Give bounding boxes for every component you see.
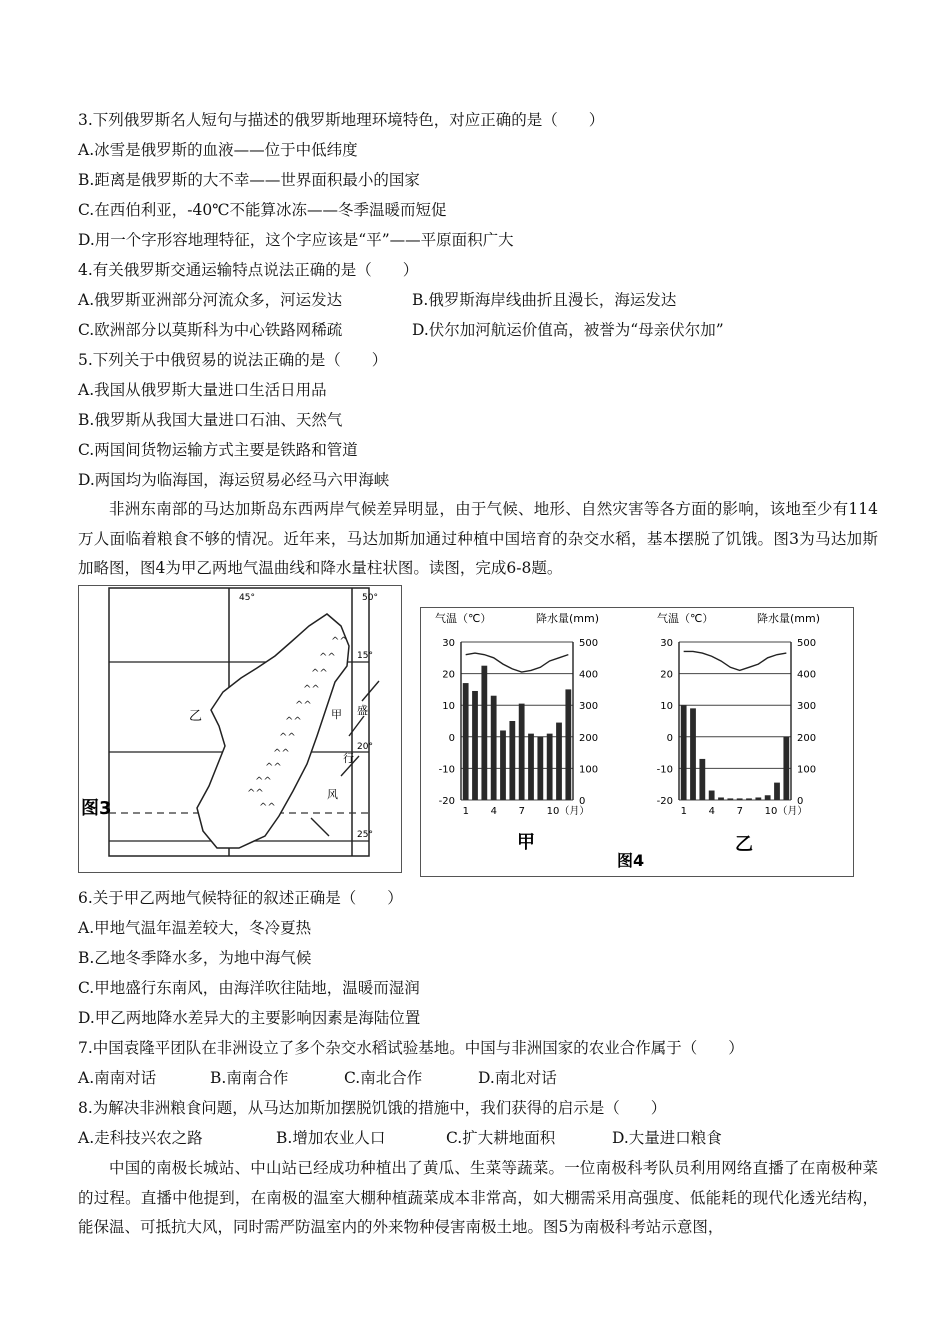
- temp-tick-label: -10: [656, 764, 673, 776]
- passage-madagascar: 非洲东南部的马达加斯岛东西两岸气候差异明显，由于气候、地形、自然灾害等各方面的影响，该地至少有114万人面临着粮食不够的情况。近年来，马达加斯加通过种植中国培育的杂交水稻，基本摆脱了饥饿。图3为马达加斯加略图，图4为甲乙两地气温曲线和降水量柱状图。读图，完成6-8题。: [78, 500, 878, 578]
- question-4-option-b: B.俄罗斯海岸线曲折且漫长，海运发达: [412, 291, 677, 309]
- question-3-stem: 3.下列俄罗斯名人短句与描述的俄罗斯地理环境特色，对应正确的是（ ）: [78, 111, 605, 129]
- question-5-stem: 5.下列关于中俄贸易的说法正确的是（ ）: [78, 351, 388, 369]
- figure-3-map: [78, 585, 402, 873]
- precip-tick-label: 300: [797, 701, 817, 713]
- svg-text:^^: ^^: [279, 732, 296, 743]
- precip-tick-label: 200: [797, 732, 817, 744]
- question-3-option-d: D.用一个字形容地理特征，这个字应该是“平”——平原面积广大: [78, 231, 514, 249]
- precip-bar: [746, 798, 752, 800]
- question-4-option-d: D.伏尔加河航运价值高，被誉为“母亲伏尔加”: [412, 321, 724, 339]
- x-tick-label: 7: [736, 806, 744, 817]
- x-tick-label: 4: [490, 806, 498, 817]
- chart-jia-title: 甲: [517, 832, 535, 853]
- temp-tick-label: 0: [666, 732, 673, 744]
- x-tick-label: 1: [462, 806, 470, 817]
- svg-text:^^: ^^: [255, 776, 272, 787]
- precip-bar: [500, 730, 506, 800]
- question-8-option-d: D.大量进口粮食: [612, 1129, 722, 1147]
- place-yi-label: 乙: [189, 709, 203, 724]
- temp-tick-label: -20: [656, 796, 673, 807]
- lon-50-label: 50°: [362, 593, 378, 603]
- temp-tick-label: -10: [438, 764, 455, 776]
- temp-tick-label: 0: [448, 732, 455, 744]
- precip-tick-label: 500: [579, 638, 599, 649]
- x-tick-label: 1: [680, 806, 688, 817]
- precip-tick-label: 200: [579, 732, 599, 744]
- x-tick-label: 4: [708, 806, 716, 817]
- chart-jia-temp-label: 气温（℃）: [435, 612, 492, 625]
- lat-25-label: 25°: [357, 830, 373, 840]
- question-7-option-a: A.南南对话: [78, 1069, 157, 1087]
- svg-text:^^: ^^: [247, 788, 264, 799]
- precip-bar: [681, 705, 687, 800]
- precip-bar: [774, 783, 780, 800]
- precip-bar: [481, 666, 487, 800]
- precip-bar: [547, 734, 553, 800]
- question-5-option-d: D.两国均为临海国，海运贸易必经马六甲海峡: [78, 471, 390, 489]
- lat-20-label: 20°: [357, 742, 373, 752]
- precip-tick-label: 100: [579, 764, 599, 776]
- svg-text:^^: ^^: [311, 668, 328, 679]
- question-3-option-b: B.距离是俄罗斯的大不幸——世界面积最小的国家: [78, 171, 420, 189]
- precip-tick-label: 500: [797, 638, 817, 649]
- question-7-option-c: C.南北合作: [344, 1069, 423, 1087]
- temp-tick-label: 20: [442, 669, 455, 681]
- precip-bar: [699, 759, 705, 800]
- chart-jia-precip-label: 降水量(mm): [536, 612, 600, 625]
- question-7-option-b: B.南南合作: [210, 1069, 289, 1087]
- place-jia-label: 甲: [331, 708, 342, 721]
- precip-bar: [765, 795, 771, 800]
- precip-bar: [737, 798, 743, 800]
- precip-bar: [463, 683, 469, 800]
- question-4-option-a: A.俄罗斯亚洲部分河流众多，河运发达: [78, 291, 343, 309]
- question-6-option-b: B.乙地冬季降水多，为地中海气候: [78, 949, 312, 967]
- precip-tick-label: 400: [579, 669, 599, 681]
- precip-tick-label: 0: [579, 796, 586, 807]
- question-8-option-b: B.增加农业人口: [276, 1129, 386, 1147]
- precip-bar: [491, 696, 497, 800]
- x-tick-label: 10（月）: [764, 806, 808, 817]
- svg-text:^^: ^^: [259, 802, 276, 813]
- precip-tick-label: 300: [579, 701, 599, 713]
- svg-text:^^: ^^: [273, 748, 290, 759]
- svg-text:^^: ^^: [319, 652, 336, 663]
- question-4-stem: 4.有关俄罗斯交通运输特点说法正确的是（ ）: [78, 261, 419, 279]
- wind-char-1: 盛: [357, 704, 368, 717]
- question-5-option-a: A.我国从俄罗斯大量进口生活日用品: [78, 381, 327, 399]
- chart-yi-title: 乙: [735, 834, 753, 855]
- question-7-option-d: D.南北对话: [478, 1069, 557, 1087]
- temp-tick-label: -20: [438, 796, 455, 807]
- temp-tick-label: 20: [660, 669, 673, 681]
- question-6-option-a: A.甲地气温年温差较大，冬冷夏热: [78, 919, 312, 937]
- question-4-option-c: C.欧洲部分以莫斯科为中心铁路网稀疏: [78, 321, 343, 339]
- precip-bar: [565, 689, 571, 800]
- precip-tick-label: 0: [797, 796, 804, 807]
- question-7-stem: 7.中国袁隆平团队在非洲设立了多个杂交水稻试验基地。中国与非洲国家的农业合作属于（ ）: [78, 1039, 744, 1057]
- svg-text:^^: ^^: [295, 700, 312, 711]
- precip-bar: [727, 798, 733, 800]
- question-8-stem: 8.为解决非洲粮食问题，从马达加斯加摆脱饥饿的措施中，我们获得的启示是（ ）: [78, 1099, 667, 1117]
- precip-bar: [472, 691, 478, 800]
- svg-text:^^: ^^: [331, 636, 348, 647]
- question-5-option-c: C.两国间货物运输方式主要是铁路和管道: [78, 441, 358, 459]
- precip-tick-label: 100: [797, 764, 817, 776]
- question-5-option-b: B.俄罗斯从我国大量进口石油、天然气: [78, 411, 343, 429]
- figure-4-caption: 图4: [617, 851, 645, 870]
- temp-tick-label: 10: [442, 701, 455, 713]
- precip-bar: [709, 791, 715, 800]
- x-tick-label: 7: [518, 806, 526, 817]
- chart-yi-precip-label: 降水量(mm): [757, 612, 821, 625]
- wind-char-3: 风: [327, 788, 338, 801]
- temp-tick-label: 30: [442, 638, 455, 649]
- precip-tick-label: 400: [797, 669, 817, 681]
- precip-bar: [755, 797, 761, 800]
- precip-bar: [528, 734, 534, 800]
- precip-bar: [519, 704, 525, 800]
- precip-bar: [537, 737, 543, 800]
- lon-45-label: 45°: [239, 593, 255, 603]
- question-8-option-a: A.走科技兴农之路: [78, 1129, 203, 1147]
- precip-bar: [783, 737, 789, 800]
- x-tick-label: 10（月）: [546, 806, 590, 817]
- lat-15-label: 15°: [357, 651, 373, 661]
- precip-bar: [556, 723, 562, 800]
- svg-text:^^: ^^: [265, 762, 282, 773]
- passage-antarctica: 中国的南极长城站、中山站已经成功种植出了黄瓜、生菜等蔬菜。一位南极科考队员利用网络直播了在南极种菜的过程。直播中他提到，在南极的温室大棚种植蔬菜成本非常高，如大棚需采用高强度、低能耗的现代化透光结构，能保温、可抵抗大风，同时需严防温室内的外来物种侵害南极土地。图5为南极科考站示意图，: [78, 1159, 878, 1237]
- temp-tick-label: 30: [660, 638, 673, 649]
- temperature-curve: [684, 651, 787, 670]
- precip-bar: [690, 708, 696, 800]
- svg-text:^^: ^^: [303, 684, 320, 695]
- temperature-curve: [466, 653, 569, 672]
- question-6-stem: 6.关于甲乙两地气候特征的叙述正确是（ ）: [78, 889, 403, 907]
- chart-yi-temp-label: 气温（℃）: [657, 612, 714, 625]
- question-3-option-a: A.冰雪是俄罗斯的血液——位于中低纬度: [78, 141, 358, 159]
- figure-4-climate-charts: [420, 607, 854, 877]
- wind-char-2: 行: [343, 752, 354, 765]
- question-6-option-d: D.甲乙两地降水差异大的主要影响因素是海陆位置: [78, 1009, 421, 1027]
- question-6-option-c: C.甲地盛行东南风，由海洋吹往陆地，温暖而湿润: [78, 979, 420, 997]
- question-8-option-c: C.扩大耕地面积: [446, 1129, 556, 1147]
- precip-bar: [509, 721, 515, 800]
- precip-bar: [718, 797, 724, 800]
- temp-tick-label: 10: [660, 701, 673, 713]
- svg-text:^^: ^^: [285, 716, 302, 727]
- question-3-option-c: C.在西伯利亚，-40℃不能算冰冻——冬季温暖而短促: [78, 201, 447, 219]
- figure-3-caption: 图3: [81, 798, 112, 819]
